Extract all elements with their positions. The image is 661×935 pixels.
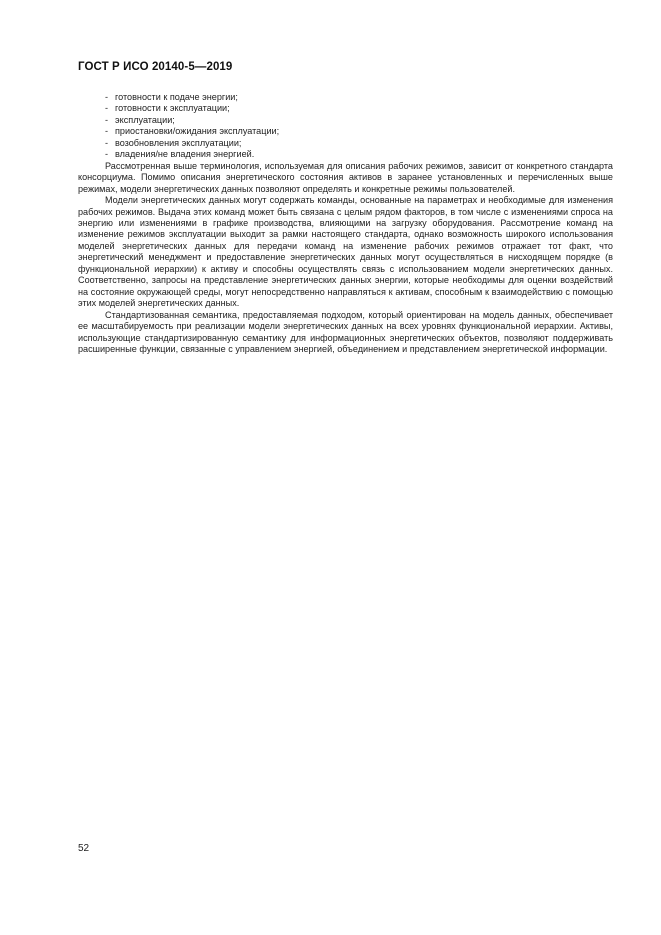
page-number: 52 [78, 843, 90, 854]
bullet-list [78, 92, 613, 161]
list-item-text: владения/не владения энергией. [115, 149, 255, 160]
document-body [78, 92, 613, 355]
paragraph-terminology: Рассмотренная выше терминология, используемая для описания рабочих режимов, зависит от конкретного стандарта консорциума. Помимо описания энергетического состояния активов в заранее установленных и перечисленных выше режимах, модели энергетических данных позволяют определять и конкретные режимы пользователей. [78, 160, 613, 194]
list-item-text: эксплуатации; [115, 114, 175, 125]
paragraph-commands: Модели энергетических данных могут содержать команды, основанные на параметрах и необходимые для изменения рабочих режимов. Выдача этих команд может быть связана с целым рядом факторов, в том числе с изменениями спроса на энергию или изменениями в графике производства, влияющими на загрузку оборудования. Рассмотрение команд на изменение режимов эксплуатации выходит за рамки настоящего стандарта, однако возможность широкого использования моделей энергетических данных для передачи команд на изменение рабочих режимов отражает тот факт, что энергетический менеджмент и предоставление энергетических данных могут осуществляться в нисходящем порядке (в функциональной иерархии) к активу и способны осуществлять связь с использованием модели энергетических данных. Соответственно, запросы на представление энергетических данных энергии, которые необходимы для оценки воздействий на состояние окружающей среды, могут непосредственно направляться к активам, способным к взаимодействию с помощью этих моделей энергетических данных. [78, 195, 613, 309]
bullet-dash: - [105, 149, 109, 160]
list-item-text: готовности к подаче энергии; [115, 92, 238, 102]
paragraph-semantics: Стандартизованная семантика, предоставляемая подходом, который ориентирован на модель данных, обеспечивает ее масштабируемость при реализации модели энергетических данных на всех уровнях функциональной иерархии. Активы, использующие стандартизированную семантику для информационных энергетических объектов, позволяют поддерживать расширенные функции, связанные с управлением энергией, объединением и представлением энергетической информации. [78, 309, 613, 354]
list-item [78, 138, 613, 149]
bullet-dash: - [105, 92, 109, 102]
list-item [78, 92, 613, 103]
list-item [78, 115, 613, 126]
list-item-text: возобновления эксплуатации; [115, 137, 242, 148]
list-item [78, 103, 613, 114]
bullet-dash: - [105, 114, 109, 125]
list-item [78, 126, 613, 137]
bullet-dash: - [105, 126, 109, 137]
bullet-dash: - [105, 103, 109, 114]
list-item-text: приостановки/ожидания эксплуатации; [115, 126, 280, 137]
document-header: ГОСТ Р ИСО 20140-5—2019 [78, 61, 233, 73]
list-item [78, 149, 613, 160]
bullet-dash: - [105, 137, 109, 148]
list-item-text: готовности к эксплуатации; [115, 103, 230, 114]
